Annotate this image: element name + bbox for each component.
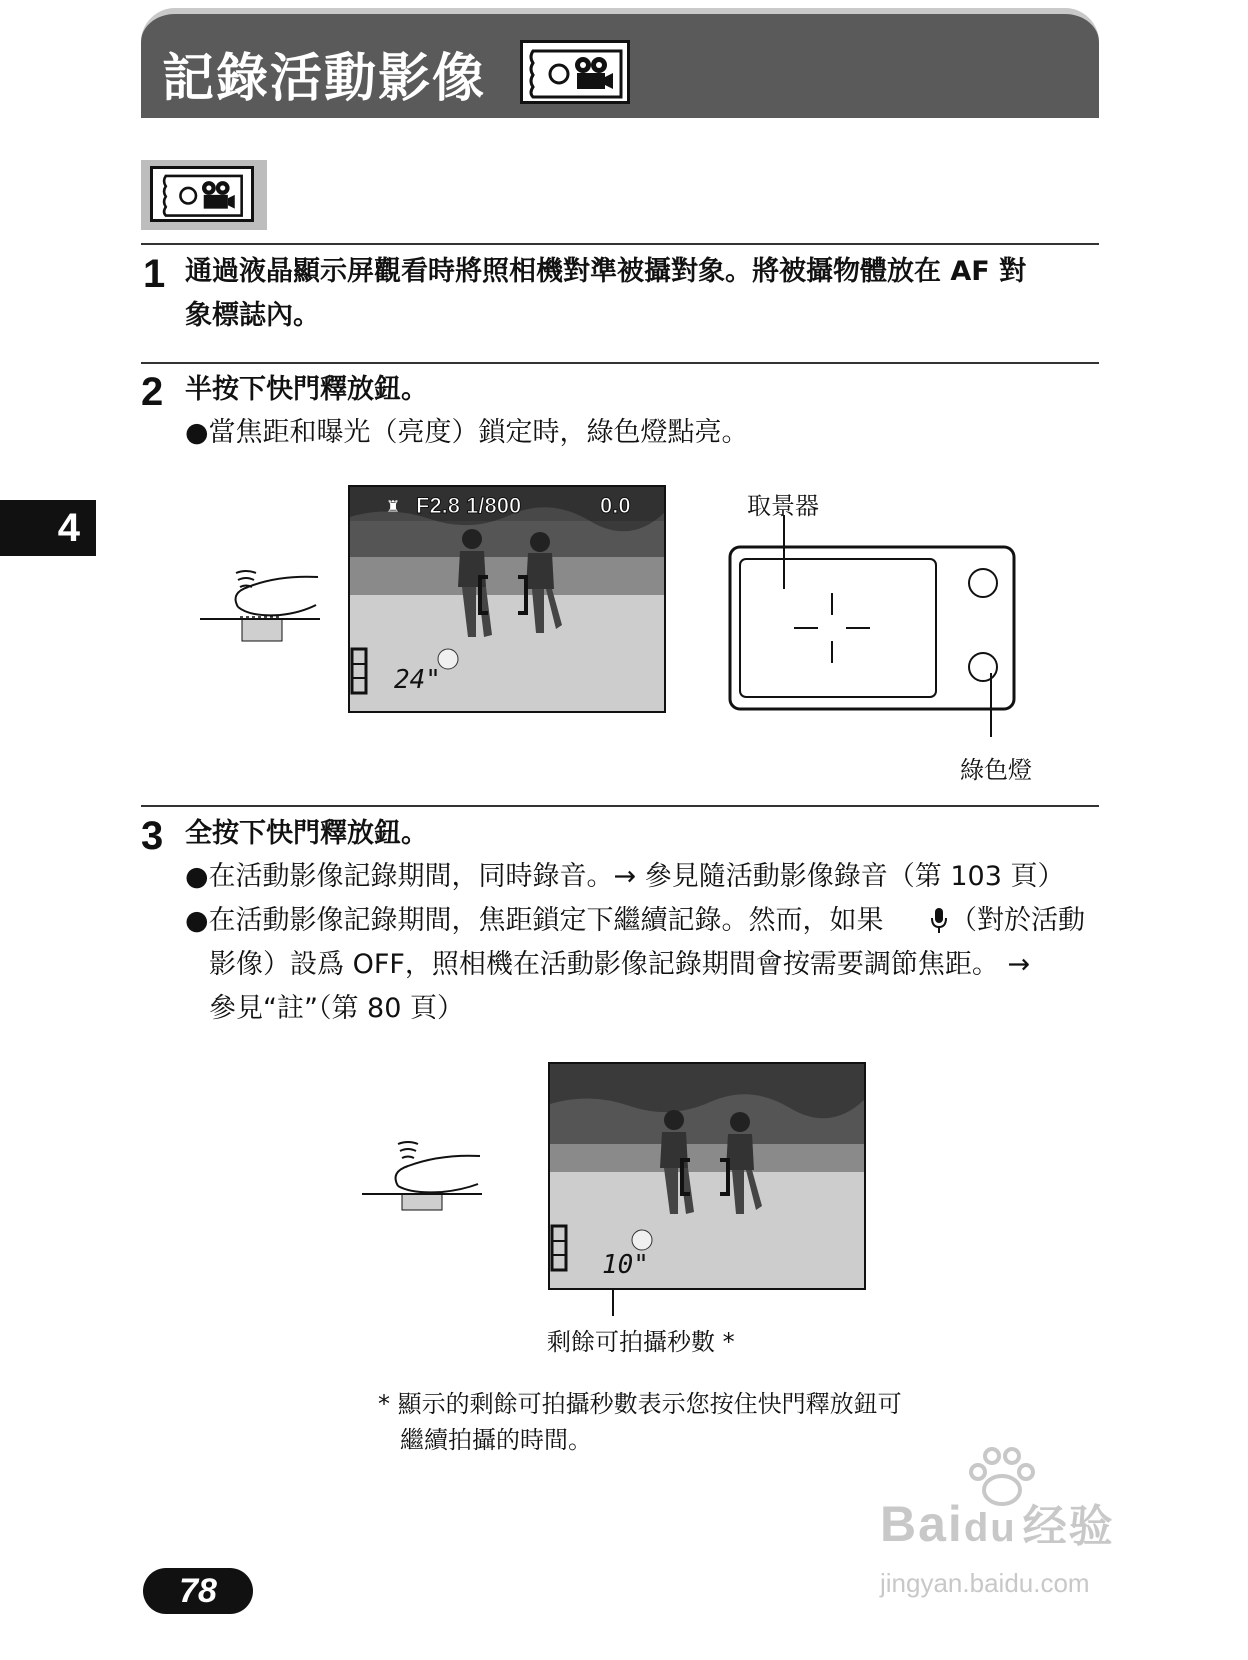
bullet-item-continued: 影像）設爲 OFF，照相機在活動影像記錄期間會按需要調節焦距。 → [209,949,1031,980]
bullet-item: ●在活動影像記錄期間，焦距鎖定下繼續記錄。然而，如果 [185,905,884,936]
watermark-url: jingyan.baidu.com [880,1568,1090,1598]
footnote-line: * 顯示的剩餘可拍攝秒數表示您按住快門釋放鈕可 [378,1390,902,1418]
page-title: 記錄活動影像 [162,49,487,109]
lcd-remaining-seconds: 10" [602,1250,649,1280]
movie-mode-mini-icon: ♜ [386,497,401,516]
footnote-line: 繼續拍攝的時間。 [400,1426,592,1454]
full-press-finger-icon [362,1140,492,1230]
movie-mode-badge [520,40,630,104]
divider [141,805,1099,807]
watermark-cn-text: 经验 [1022,1502,1115,1551]
callout-line [612,1290,614,1316]
divider [141,243,1099,245]
movie-mode-icon-box [150,166,254,222]
step-text: 半按下快門釋放鈕。 [185,374,428,405]
step-number: 3 [141,814,164,858]
lcd-exposure: 0.0 [600,493,631,518]
green-lamp-label: 綠色燈 [960,756,1032,784]
lcd-screen-half-press [348,485,666,713]
half-press-finger-icon [200,565,330,655]
step-text-continued: 象標誌內。 [185,300,320,331]
watermark-du-text: du [963,1506,1017,1550]
watermark-brand-text: Bai [880,1496,964,1552]
remaining-seconds-caption: 剩餘可拍攝秒數 * [547,1328,735,1356]
microphone-icon [929,906,949,936]
step-text: 全按下快門釋放鈕。 [185,818,428,849]
movie-camera-icon [523,43,627,101]
step-text: 通過液晶顯示屏觀看時將照相機對準被攝對象。將被攝物體放在 AF 對 [185,256,1027,287]
bullet-item: ●當焦距和曝光（亮度）鎖定時，綠色燈點亮。 [185,417,749,448]
lcd-readout: F2.8 1/800 [416,493,522,518]
bullet-item-continued: 參見“註”（第 80 頁） [209,993,464,1024]
bullet-item-continued: （對於活動 [950,905,1085,936]
bullet-item: ●在活動影像記錄期間，同時錄音。→ 參見隨活動影像錄音（第 103 頁） [185,861,1065,892]
lcd-remaining-seconds: 24" [394,665,441,695]
watermark-brand [880,1490,1115,1554]
step-number: 1 [143,252,166,296]
divider [141,362,1099,364]
soccer-scene-photo [550,1064,864,1288]
viewfinder-label: 取景器 [747,492,819,520]
viewfinder-diagram [728,515,1028,775]
lcd-screen-full-press [548,1062,866,1290]
page-number: 78 [143,1568,253,1614]
chapter-tab: 4 [0,500,96,556]
movie-camera-icon [153,169,251,219]
step-number: 2 [141,370,164,414]
